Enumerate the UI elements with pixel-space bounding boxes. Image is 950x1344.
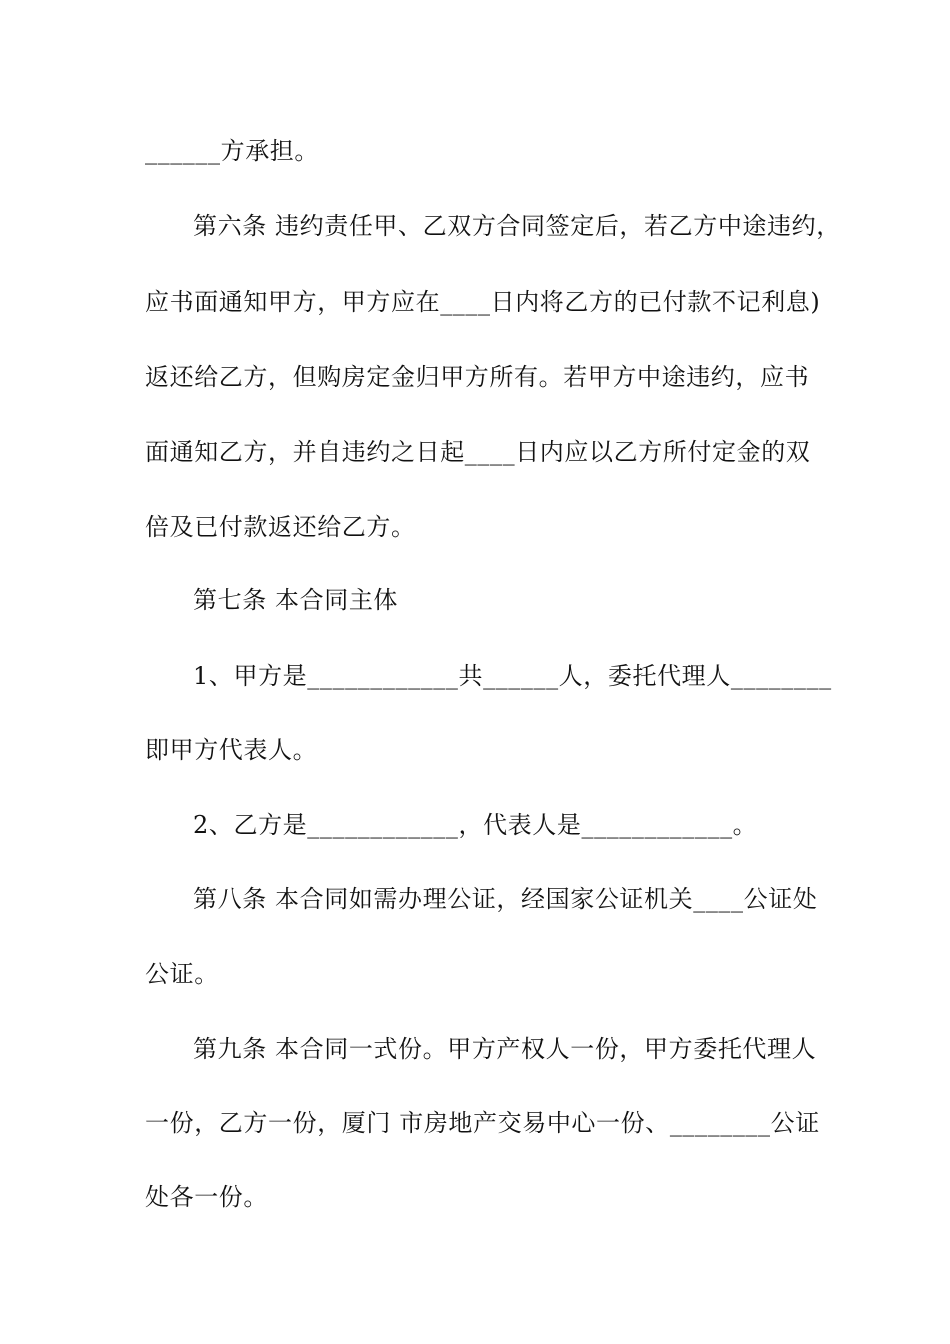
article-7-heading: 第七条 本合同主体 — [193, 586, 399, 614]
article-6-heading: 第六条 违约责任甲、乙双方合同签定后，若乙方中途违约， — [193, 212, 841, 240]
text-line-15: 处各一份。 — [145, 1183, 268, 1211]
text-line-14: 一份，乙方一份，厦门 市房地产交易中心一份、________公证 — [145, 1109, 820, 1137]
text-line-6: 倍及已付款返还给乙方。 — [145, 513, 416, 541]
text-line-4: 返还给乙方，但购房定金归甲方所有。若甲方中途违约，应书 — [145, 363, 810, 391]
article-9-heading: 第九条 本合同一式份。甲方产权人一份，甲方委托代理人 — [193, 1035, 817, 1063]
text-line-9: 即甲方代表人。 — [145, 736, 318, 764]
article-8-heading: 第八条 本合同如需办理公证，经国家公证机关____公证处 — [193, 885, 818, 913]
text-line-3: 应书面通知甲方，甲方应在____日内将乙方的已付款不记利息) — [145, 288, 821, 316]
text-line-12: 公证。 — [145, 960, 219, 988]
text-line-5: 面通知乙方，并自违约之日起____日内应以乙方所付定金的双 — [145, 438, 811, 466]
party-a-line: 1、甲方是____________共______人，委托代理人________ — [193, 662, 832, 690]
party-b-line: 2、乙方是____________，代表人是____________。 — [193, 811, 758, 839]
text-line-1: ______方承担。 — [145, 137, 319, 165]
